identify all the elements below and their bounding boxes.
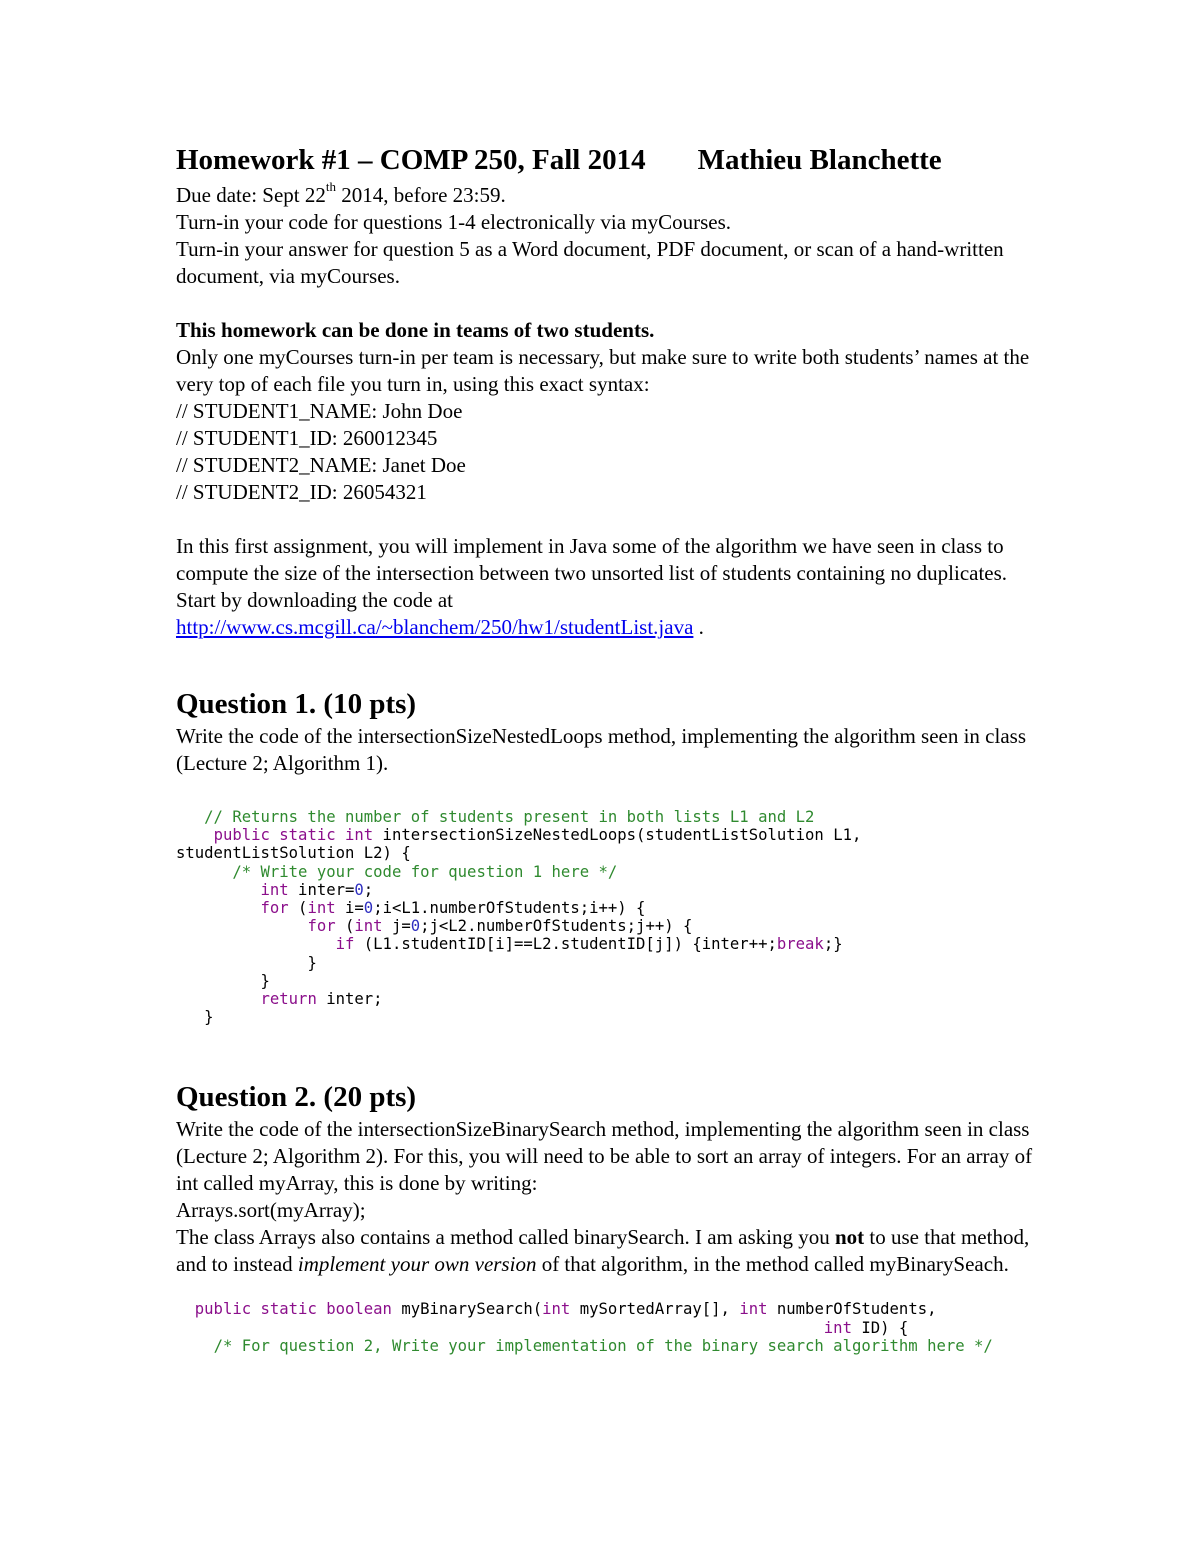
question-2-text: Write the code of the intersectionSizeBinarySearch method, implementing the algorithm seen in class (Lecture 2; Algorithm 2). For this, you will need to be able to sort an array of integers. For an array of int called myArray, this is done by writing: [176, 1117, 1033, 1196]
question-2-code: public static boolean myBinarySearch(int mySortedArray[], int numberOfStudents, int ID) { /* For question 2, Write your implementation of the binary search algorithm here */ [194, 1300, 993, 1355]
author-name: Mathieu Blanchette [697, 144, 942, 176]
student-list-link[interactable]: http://www.cs.mcgill.ca/~blanchem/250/hw1/studentList.java [176, 615, 694, 639]
document-page [176, 140, 1036, 1355]
assignment-text: In this first assignment, you will implement in Java some of the algorithm we have seen in class to compute the size of the intersection between two unsorted list of students containing no duplicates. Start by downloading the code at http://www.cs.mcgill.ca/~blanchem/250/hw1/studentList.java . [176, 534, 1008, 639]
syntax-line: // STUDENT1_ID: 260012345 [176, 426, 438, 450]
question-2-instructions: The class Arrays also contains a method called binarySearch. I am asking you not to use that method, and to instead implement your own version of that algorithm, in the method called myBinarySeach. [176, 1225, 1030, 1277]
document-header [176, 140, 1036, 180]
question-1-code: // Returns the number of students present in both lists L1 and L2 public static int intersectionSizeNestedLoops(studentListSolution L1, studentListSolution L2) { /* Write your code for question 1 here */ int inter=0; for (int i=0;i<L1.numberOfStudents;i++) { for (int j=0;j<L2.numberOfStudents;j++) { if (L1.studentID[i]==L2.studentID[j]) {inter++;break;} } } return inter; } [176, 808, 862, 1027]
sort-line: Arrays.sort(myArray); [176, 1198, 366, 1223]
turn-in-answer-line: Turn-in your answer for question 5 as a Word document, PDF document, or scan of a hand-written document, via myCourses. [176, 237, 1004, 288]
due-date: Due date: Sept 22th 2014, before 23:59. [176, 179, 506, 207]
question-1-title: Question 1. (10 pts) [176, 688, 417, 720]
syntax-line: // STUDENT1_NAME: John Doe [176, 399, 463, 423]
teams-heading: This homework can be done in teams of two students. [176, 318, 655, 342]
syntax-line: // STUDENT2_NAME: Janet Doe [176, 453, 466, 477]
syntax-line: // STUDENT2_ID: 26054321 [176, 480, 427, 504]
question-2-title: Question 2. (20 pts) [176, 1081, 417, 1114]
turn-in-code-line: Turn-in your code for questions 1-4 electronically via myCourses. [176, 210, 732, 234]
document-title: Homework #1 – COMP 250, Fall 2014 [176, 144, 646, 176]
question-1-text: Write the code of the intersectionSizeNestedLoops method, implementing the algorithm seen in class (Lecture 2; Algorithm 1). [176, 724, 1027, 775]
teams-text: Only one myCourses turn-in per team is necessary, but make sure to write both students’ names at the very top of each file you turn in, using this exact syntax: [176, 345, 1030, 396]
